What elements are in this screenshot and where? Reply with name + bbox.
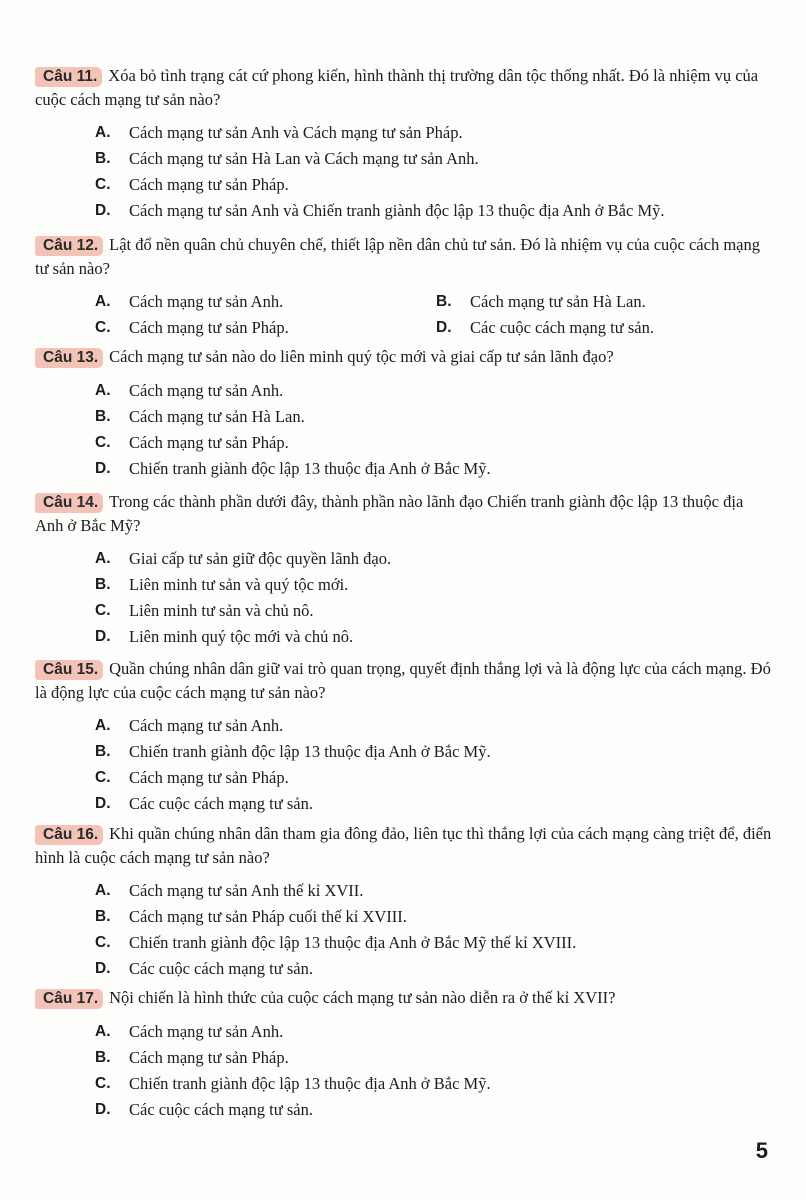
option-letter: D. [95,628,111,645]
question-17 [35,986,773,1123]
question-stem [35,233,773,280]
option-letter: A. [95,124,111,141]
option-text: Cách mạng tư sản Pháp. [129,768,289,787]
option-letter: D. [436,319,452,336]
option-letter: A. [95,717,111,734]
option-d [95,791,773,817]
option-letter: C. [95,602,111,619]
option-text: Cách mạng tư sản Anh. [129,716,284,735]
question-stem [35,822,773,869]
option-a [95,1019,773,1045]
option-letter: B. [95,407,111,425]
option-a [95,546,773,572]
question-stem [35,490,773,537]
question-label: Câu 12. [35,236,103,256]
option-letter: D. [95,459,111,477]
option-text: Cách mạng tư sản Hà Lan và Cách mạng tư sản Anh. [129,149,479,168]
option-c [95,172,773,198]
question-11 [35,64,773,224]
question-13 [35,345,773,482]
option-letter: C. [95,769,111,786]
option-letter: A. [95,1022,111,1040]
question-label: Câu 11. [35,67,102,87]
question-15 [35,657,773,817]
option-list [95,713,773,817]
option-text: Cách mạng tư sản Anh thế kỉ XVII. [129,881,364,900]
option-letter: D. [95,1100,111,1118]
option-text: Các cuộc cách mạng tư sản. [129,959,313,978]
option-text: Cách mạng tư sản Anh và Cách mạng tư sản Pháp. [129,123,463,142]
option-letter: B. [436,293,452,310]
question-stem [35,345,773,369]
page-number: 5 [755,1138,768,1163]
option-letter: A. [95,293,111,310]
option-text: Cách mạng tư sản Pháp cuối thế kỉ XVIII. [129,907,407,926]
option-letter: B. [95,908,111,925]
option-text: Các cuộc cách mạng tư sản. [470,318,654,337]
option-letter: C. [95,934,111,951]
question-label: Câu 14. [35,493,103,513]
option-letter: B. [95,1048,111,1066]
option-c [95,315,436,341]
question-text: Xóa bỏ tình trạng cát cứ phong kiến, hình thành thị trường dân tộc thống nhất. Đó là nhiệm vụ của cuộc cách mạng tư sản nào? [35,66,759,109]
option-b [95,572,773,598]
question-stem [35,986,773,1010]
option-letter: A. [95,550,111,567]
question-text: Khi quần chúng nhân dân tham gia đông đảo, liên tục thì thắng lợi của cách mạng càng triệt để, điển hình là cuộc cách mạng tư sản nào? [35,824,772,867]
option-b [95,146,773,172]
option-text: Chiến tranh giành độc lập 13 thuộc địa Anh ở Bắc Mỹ. [129,742,491,761]
option-a [95,713,773,739]
option-letter: D. [95,202,111,219]
option-list [95,120,773,224]
option-list [95,289,773,341]
option-d [95,624,773,650]
option-letter: C. [95,433,111,451]
option-letter: D. [95,795,111,812]
option-text: Cách mạng tư sản Anh. [129,1021,284,1041]
option-b [95,404,773,430]
option-text: Cách mạng tư sản Hà Lan. [129,406,305,426]
option-d [95,456,773,482]
option-letter: C. [95,176,111,193]
option-a [95,289,436,315]
option-a [95,878,773,904]
option-text: Chiến tranh giành độc lập 13 thuộc địa Anh ở Bắc Mỹ thế kỉ XVIII. [129,933,577,952]
option-text: Cách mạng tư sản Pháp. [129,318,289,337]
option-d [95,956,773,982]
option-text: Các cuộc cách mạng tư sản. [129,794,313,813]
option-letter: C. [95,319,111,336]
option-letter: B. [95,743,111,760]
option-d [95,1097,773,1123]
option-letter: A. [95,882,111,899]
option-text: Chiến tranh giành độc lập 13 thuộc địa Anh ở Bắc Mỹ. [129,1073,491,1093]
question-stem [35,64,773,111]
option-letter: B. [95,576,111,593]
option-text: Giai cấp tư sản giữ độc quyền lãnh đạo. [129,549,392,568]
option-list [95,878,773,982]
option-text: Cách mạng tư sản Pháp. [129,432,289,452]
option-text: Liên minh quý tộc mới và chủ nô. [129,627,354,646]
option-list [95,546,773,650]
option-c [95,430,773,456]
option-text: Cách mạng tư sản Anh và Chiến tranh giành độc lập 13 thuộc địa Anh ở Bắc Mỹ. [129,201,665,220]
option-a [95,120,773,146]
option-letter: A. [95,381,111,399]
option-text: Cách mạng tư sản Anh. [129,380,284,400]
question-text: Cách mạng tư sản nào do liên minh quý tộc mới và giai cấp tư sản lãnh đạo? [109,347,614,366]
option-text: Cách mạng tư sản Pháp. [129,175,289,194]
option-d [95,198,773,224]
option-letter: C. [95,1074,111,1092]
option-c [95,1071,773,1097]
option-text: Cách mạng tư sản Pháp. [129,1047,289,1067]
option-list [95,378,773,482]
question-text: Trong các thành phần dưới đây, thành phần nào lãnh đạo Chiến tranh giành độc lập 13 thuộc địa Anh ở Bắc Mỹ? [35,492,744,535]
question-label: Câu 17. [35,989,103,1009]
question-text: Lật đổ nền quân chủ chuyên chế, thiết lập nền dân chủ tư sản. Đó là nhiệm vụ của cuộc cách mạng tư sản nào? [35,235,760,278]
question-text: Quần chúng nhân dân giữ vai trò quan trọng, quyết định thắng lợi và là động lực của cách mạng. Đó là động lực của cuộc cách mạng tư sản nào? [35,659,771,702]
question-text: Nội chiến là hình thức của cuộc cách mạng tư sản nào diễn ra ở thế kỉ XVII? [109,988,616,1007]
option-text: Liên minh tư sản và chủ nô. [129,601,314,620]
option-text: Cách mạng tư sản Anh. [129,292,284,311]
option-c [95,930,773,956]
question-12 [35,233,773,341]
option-text: Liên minh tư sản và quý tộc mới. [129,575,349,594]
question-stem [35,657,773,704]
option-c [95,765,773,791]
question-label: Câu 13. [35,348,103,368]
option-letter: B. [95,150,111,167]
option-d [436,315,776,341]
option-b [95,739,773,765]
option-list [95,1019,773,1123]
option-text: Chiến tranh giành độc lập 13 thuộc địa Anh ở Bắc Mỹ. [129,458,491,478]
question-16 [35,822,773,982]
option-text: Các cuộc cách mạng tư sản. [129,1099,313,1119]
option-b [436,289,776,315]
option-letter: D. [95,960,111,977]
question-14 [35,490,773,650]
question-label: Câu 15. [35,660,103,680]
option-text: Cách mạng tư sản Hà Lan. [470,292,646,311]
option-b [95,1045,773,1071]
option-b [95,904,773,930]
option-c [95,598,773,624]
question-label: Câu 16. [35,825,103,845]
option-a [95,378,773,404]
